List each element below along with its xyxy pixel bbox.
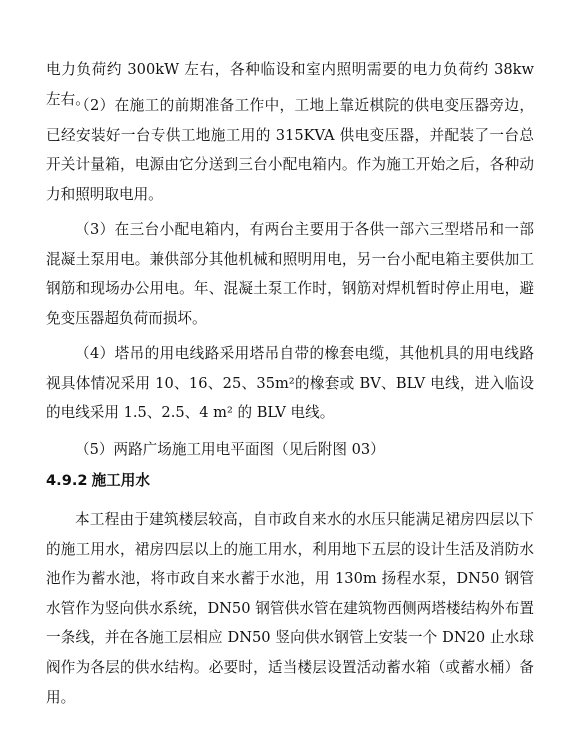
paragraph-transformer: （2）在施工的前期准备工作中，工地上靠近棋院的供电变压器旁边，已经安装好一台专供工地施工用的 315KVA 供电变压器，并配装了一台总开关计量箱，电源由它分送到三台小配电箱内。作为施工开始之后，各种动力和照明取电用。 [46, 97, 534, 203]
section-heading [46, 470, 150, 492]
paragraph-construction-water: 本工程由于建筑楼层较高，自市政自来水的水压只能满足裙房四层以下的施工用水，裙房四层以上的施工用水，利用地下五层的设计生活及消防水池作为蓄水池，将市政自来水蓄于水池，用 130m 扬程水泵，DN50 钢管水管作为竖向供水系统，DN50 钢管供水管在建筑物西侧两塔楼结构外布置一条线，并在各施工层相应 DN50 竖向供水钢管上安装一个 DN20 止水球阀作为各层的供水结构。必要时，适当楼层设置活动蓄水箱（或蓄水桶）备用。 [46, 511, 534, 706]
paragraph-power-load: 电力负荷约 300kW 左右，各种临设和室内照明需要的电力负荷约 38kw 左右。 [46, 61, 534, 108]
section-number: 4.9.2 [46, 472, 88, 489]
paragraph-distribution-boxes: （3）在三台小配电箱内，有两台主要用于各供一部六三型塔吊和一部混凝土泵用电。兼供部分其他机械和照明用电，另一台小配电箱主要供加工钢筋和现场办公用电。年、混凝土泵工作时，钢筋对焊机暂时停止用电，避免变压器超负荷而损坏。 [46, 221, 534, 327]
paragraph-cable-lines: （4）塔吊的用电线路采用塔吊自带的橡套电缆，其他机具的用电线路视具体情况采用 10、16、25、35m²的橡套或 BV、BLV 电线，进入临设的电线采用 1.5、2.5、4 m² 的 BLV 电线。 [46, 345, 534, 422]
paragraph-power-plan: （5）两路广场施工用电平面图（见后附图 03） [75, 441, 385, 458]
section-title: 施工用水 [91, 472, 150, 489]
